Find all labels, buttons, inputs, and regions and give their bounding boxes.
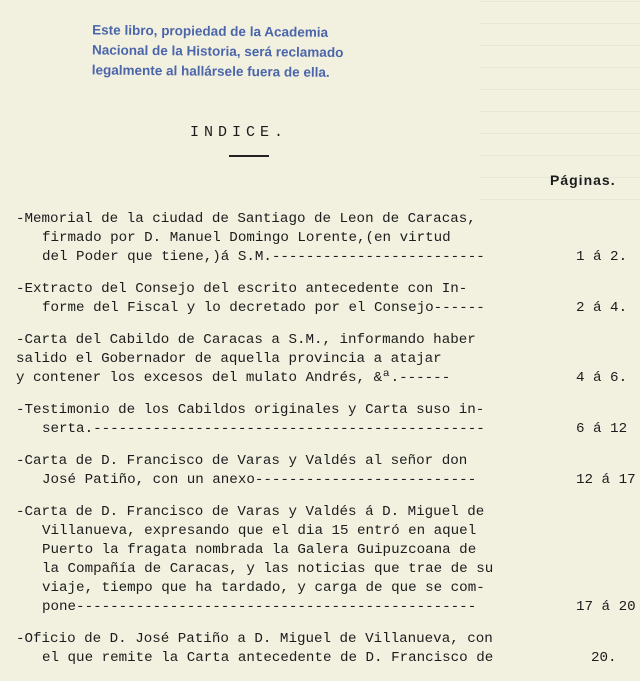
entry-line [16,649,640,668]
entry-pages: 4 á 6. [576,370,628,386]
pages-column-header: Páginas. [550,172,616,188]
entry-line: -Testimonio de los Cabildos originales y Carta suso in- [16,402,485,418]
index-entry [16,452,640,490]
index-entry [16,503,640,617]
entry-line-text: forme del Fiscal y lo decretado por el Consejo------ [42,300,485,316]
entry-line: Puerto la fragata nombrada la Galera Guipuzcoana de [42,542,477,558]
entry-pages: 1 á 2. [576,249,628,265]
entry-line: viaje, tiempo que ha tardado, y carga de que se com- [42,580,485,596]
entry-line: -Carta del Cabildo de Caracas a S.M., informando haber [16,332,476,348]
index-entry [16,280,640,318]
entry-line [16,598,640,617]
entry-line-text: y contener los excesos del mulato Andrés, &ª.------ [16,370,451,386]
stamp-line: Este libro, propiedad de la Academia [92,22,329,40]
entry-line-text: José Patiño, con un anexo-------------------------- [42,472,477,488]
entry-line: la Compañía de Caracas, y las noticias que trae de su [42,561,494,577]
index-entries [16,210,640,681]
index-entry [16,401,640,439]
index-entry [16,630,640,668]
entry-line: -Carta de D. Francisco de Varas y Valdés al señor don [16,453,468,469]
stamp-line: legalmente al hallársele fuera de ella. [91,62,330,80]
entry-pages: 12 á 17 [576,472,636,488]
entry-line [16,369,640,388]
entry-line: -Memorial de la ciudad de Santiago de Leon de Caracas, [16,211,476,227]
bleed-through-texture [480,0,640,200]
entry-pages: 2 á 4. [576,300,628,316]
entry-pages: 17 á 20 [576,599,636,615]
entry-line: Villanueva, expresando que el dia 15 entró en aquel [42,523,477,539]
entry-pages: 20. [591,650,617,666]
stamp-line: Nacional de la Historia, será reclamado [91,42,344,61]
entry-line-text: del Poder que tiene,)á S.M.------------------------- [42,249,485,265]
entry-line-text: pone----------------------------------------------- [42,599,477,615]
library-stamp [92,20,393,83]
entry-line-text: serta.---------------------------------------------- [42,421,485,437]
entry-line: -Carta de D. Francisco de Varas y Valdés á D. Miguel de [16,504,485,520]
entry-line [16,471,640,490]
entry-line: firmado por D. Manuel Domingo Lorente,(en virtud [42,230,451,246]
entry-line: -Extracto del Consejo del escrito antecedente con In- [16,281,468,297]
index-entry [16,210,640,267]
entry-line: salido el Gobernador de aquella provincia a atajar [16,351,442,367]
entry-line [16,299,640,318]
entry-line: -Oficio de D. José Patiño a D. Miguel de Villanueva, con [16,631,493,647]
index-entry [16,331,640,388]
title-underline [229,155,269,157]
entry-line-text: el que remite la Carta antecedente de D. Francisco de [42,650,494,666]
entry-line [16,420,640,439]
page-title: INDICE. [190,124,289,141]
entry-line [16,248,640,267]
entry-pages: 6 á 12 [576,421,628,437]
